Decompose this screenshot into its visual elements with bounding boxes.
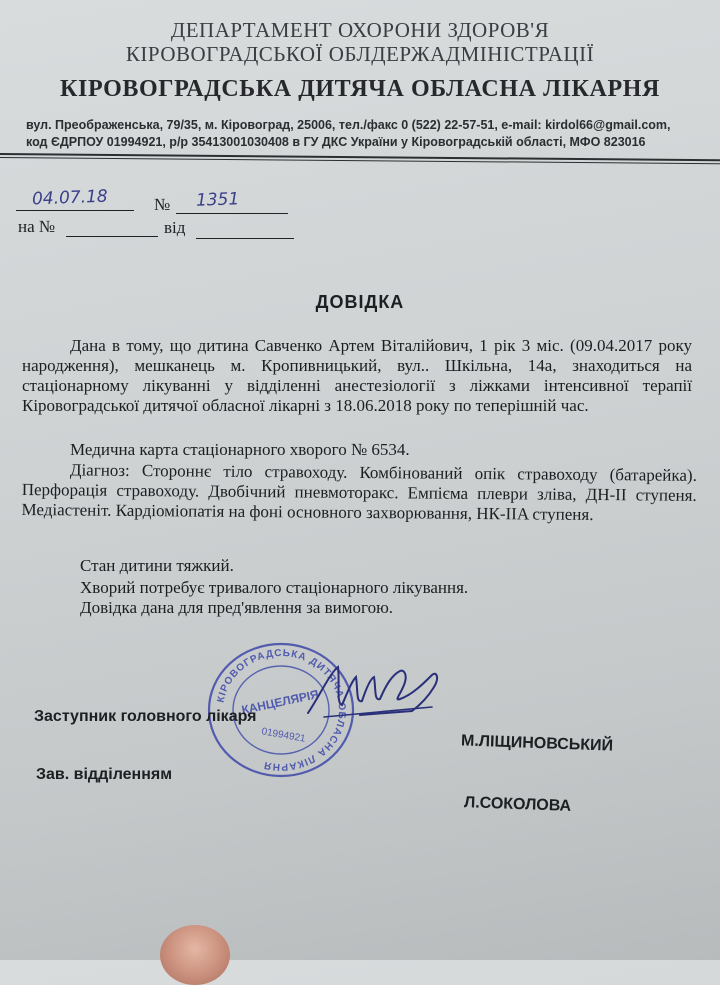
registration-date: 04.07.18 [31,186,109,210]
certificate-paragraph: Дана в тому, що дитина Савченко Артем Віталійович, 1 рік 3 міс. (09.04.2017 року народження), мешканець м. Кропивницький, вул.. Шкільна, 14а, знаходиться на стаціонарному лікуванні у відділенні анестезіології з ліжками інтенсивної терапії Кіровоградської дитячої обласної лікарні з 18.06.2018 року по теперішній час. [22,336,692,415]
date-line [16,210,134,211]
registration-number: 1351 [195,189,240,211]
head-name: Л.СОКОЛОВА [463,794,572,815]
number-line [176,213,288,214]
administration-heading: КІРОВОГРАДСЬКОЇ ОБЛДЕРЖАДМІНІСТРАЦІЇ [125,42,595,66]
document-title: ДОВІДКА [315,292,405,312]
hospital-heading: КІРОВОГРАДСЬКА ДИТЯЧА ОБЛАСНА ЛІКАРНЯ [60,76,660,102]
address-line-1: вул. Преображенська, 79/35, м. Кіровоград, 25006, тел./факс 0 (522) 22-57-51, e-mail: kirdol66@gmail.com, [26,118,671,132]
head-title: Зав. відділенням [36,766,173,783]
stamp-ring-text: КІРОВОГРАДСЬКА ДИТЯЧА ОБЛАСНА ЛІКАРНЯ [215,647,348,773]
address-line-2: код ЄДРПОУ 01994921, р/р 35413001030408 в ГУ ДКС України у Кіровоградській області, МФО 823016 [26,135,646,149]
from-label: від [164,218,186,237]
purpose-line: Довідка дана для пред'явлення за вимогою. [80,598,394,617]
condition-line: Стан дитини тяжкий. [80,556,234,575]
medical-card-line: Медична карта стаціонарного хворого № 6534. [70,440,410,459]
treatment-need-line: Хворий потребує тривалого стаціонарного лікування. [80,578,469,597]
stamp-code: 01994921 [260,726,307,745]
deputy-name: М.ЛІЩИНОВСЬКИЙ [460,732,614,755]
handwritten-signature [300,655,450,730]
stamp-center-text: КАНЦЕЛЯРІЯ [240,687,320,718]
deputy-title: Заступник головного лікаря [34,708,257,725]
number-label: № [154,195,171,214]
to-number-label: на № [18,217,56,236]
to-number-line [66,236,158,237]
photographer-thumb [160,925,230,985]
diagnosis-paragraph: Діагноз: Стороннє тіло стравоходу. Комбінований опік стравоходу (батарейка). Перфорація стравоходу. Двобічний пневмоторакс. Емпієма плеври зліва, ДН-II ступеня. Медіастеніт. Кардіоміопатія на фоні основного захворювання, НК-IIA ступеня. [21,460,697,524]
department-heading: ДЕПАРТАМЕНТ ОХОРОНИ ЗДОРОВ'Я [170,18,550,42]
from-line [196,238,294,239]
